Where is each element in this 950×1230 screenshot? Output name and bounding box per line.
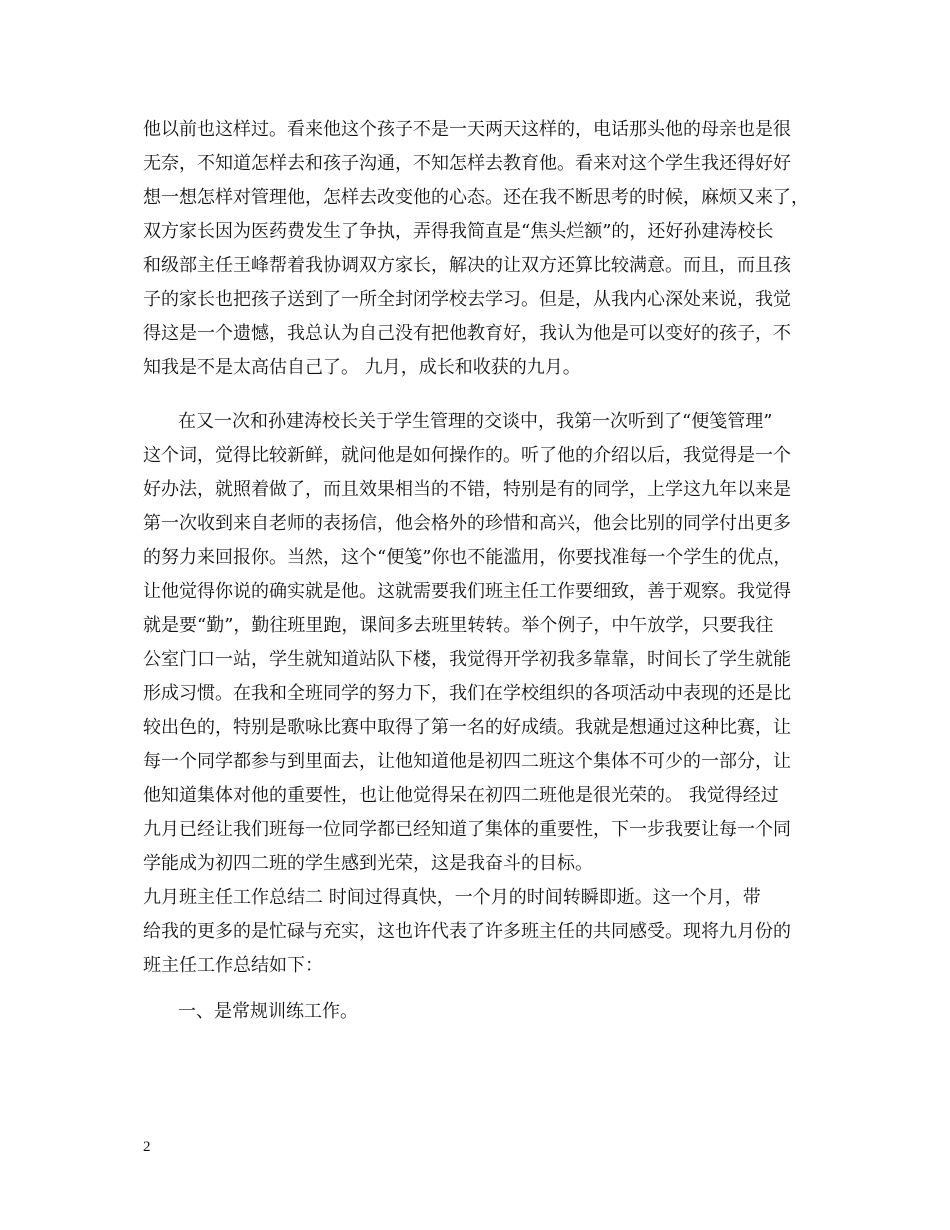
text-line-4: 双方家长因为医药费发生了争执，弄得我简直是“焦头烂额”的，还好孙建涛校长 [143,221,774,242]
text-line-1: 他以前也这样过。看来他这个孩子不是一天两天这样的，电话那头他的母亲也是很 [143,119,791,140]
text-line-10: 这个词，觉得比较新鲜，就问他是如何操作的。听了他的介绍以后，我觉得是一个 [143,445,791,466]
text-line-13: 的努力来回报你。当然，这个“便笺”你也不能滥用，你要找准每一个学生的优点， [143,547,792,568]
text-line-18: 较出色的，特别是歌咏比赛中取得了第一名的好成绩。我就是想通过这种比赛，让 [143,717,791,738]
subheading-line: 一、是常规训练工作。 [178,1001,358,1022]
text-line-16: 公室门口一站，学生就知道站队下楼，我觉得开学初我多靠靠，时间长了学生就能 [143,649,791,670]
text-line-25: 班主任工作总结如下： [143,955,323,976]
text-line-11: 好办法，就照着做了，而且效果相当的不错，特别是有的同学，上学这九年以来是 [143,479,791,500]
section-heading-line: 九月班主任工作总结二 时间过得真快，一个月的时间转瞬即逝。这一个月，带 [143,887,761,908]
text-line-15: 就是要“勤”，勤往班里跑，课间多去班里转转。举个例子，中午放学，只要我往 [143,615,774,636]
text-line-7: 得这是一个遗憾，我总认为自己没有把他教育好，我认为他是可以变好的孩子，不 [143,323,791,344]
text-line-6: 子的家长也把孩子送到了一所全封闭学校去学习。但是，从我内心深处来说，我觉 [143,289,791,310]
text-line-21: 九月已经让我们班每一位同学都已经知道了集体的重要性，下一步我要让每一个同 [143,819,791,840]
text-line-9: 在又一次和孙建涛校长关于学生管理的交谈中，我第一次听到了“便笺管理” [178,411,773,432]
text-line-20: 他知道集体对他的重要性，也让他觉得呆在初四二班他是很光荣的。 我觉得经过 [143,785,779,806]
text-line-12: 第一次收到来自老师的表扬信，他会格外的珍惜和高兴，他会比别的同学付出更多 [143,513,791,534]
page-number: 2 [143,1139,151,1155]
text-line-22: 学能成为初四二班的学生感到光荣，这是我奋斗的目标。 [143,853,593,874]
text-line-14: 让他觉得你说的确实就是他。这就需要我们班主任工作要细致，善于观察。我觉得 [143,581,791,602]
text-line-8: 知我是不是太高估自己了。 九月，成长和收获的九月。 [143,357,581,378]
text-line-24: 给我的更多的是忙碌与充实，这也许代表了许多班主任的共同感受。现将九月份的 [143,921,791,942]
text-line-19: 每一个同学都参与到里面去，让他知道他是初四二班这个集体不可少的一部分，让 [143,751,791,772]
text-line-5: 和级部主任王峰帮着我协调双方家长，解决的让双方还算比较满意。而且，而且孩 [143,255,791,276]
text-line-17: 形成习惯。在我和全班同学的努力下，我们在学校组织的各项活动中表现的还是比 [143,683,791,704]
text-line-2: 无奈，不知道怎样去和孩子沟通，不知怎样去教育他。看来对这个学生我还得好好 [143,153,791,174]
text-line-3: 想一想怎样对管理他，怎样去改变他的心态。还在我不断思考的时候，麻烦又来了， [143,187,809,208]
